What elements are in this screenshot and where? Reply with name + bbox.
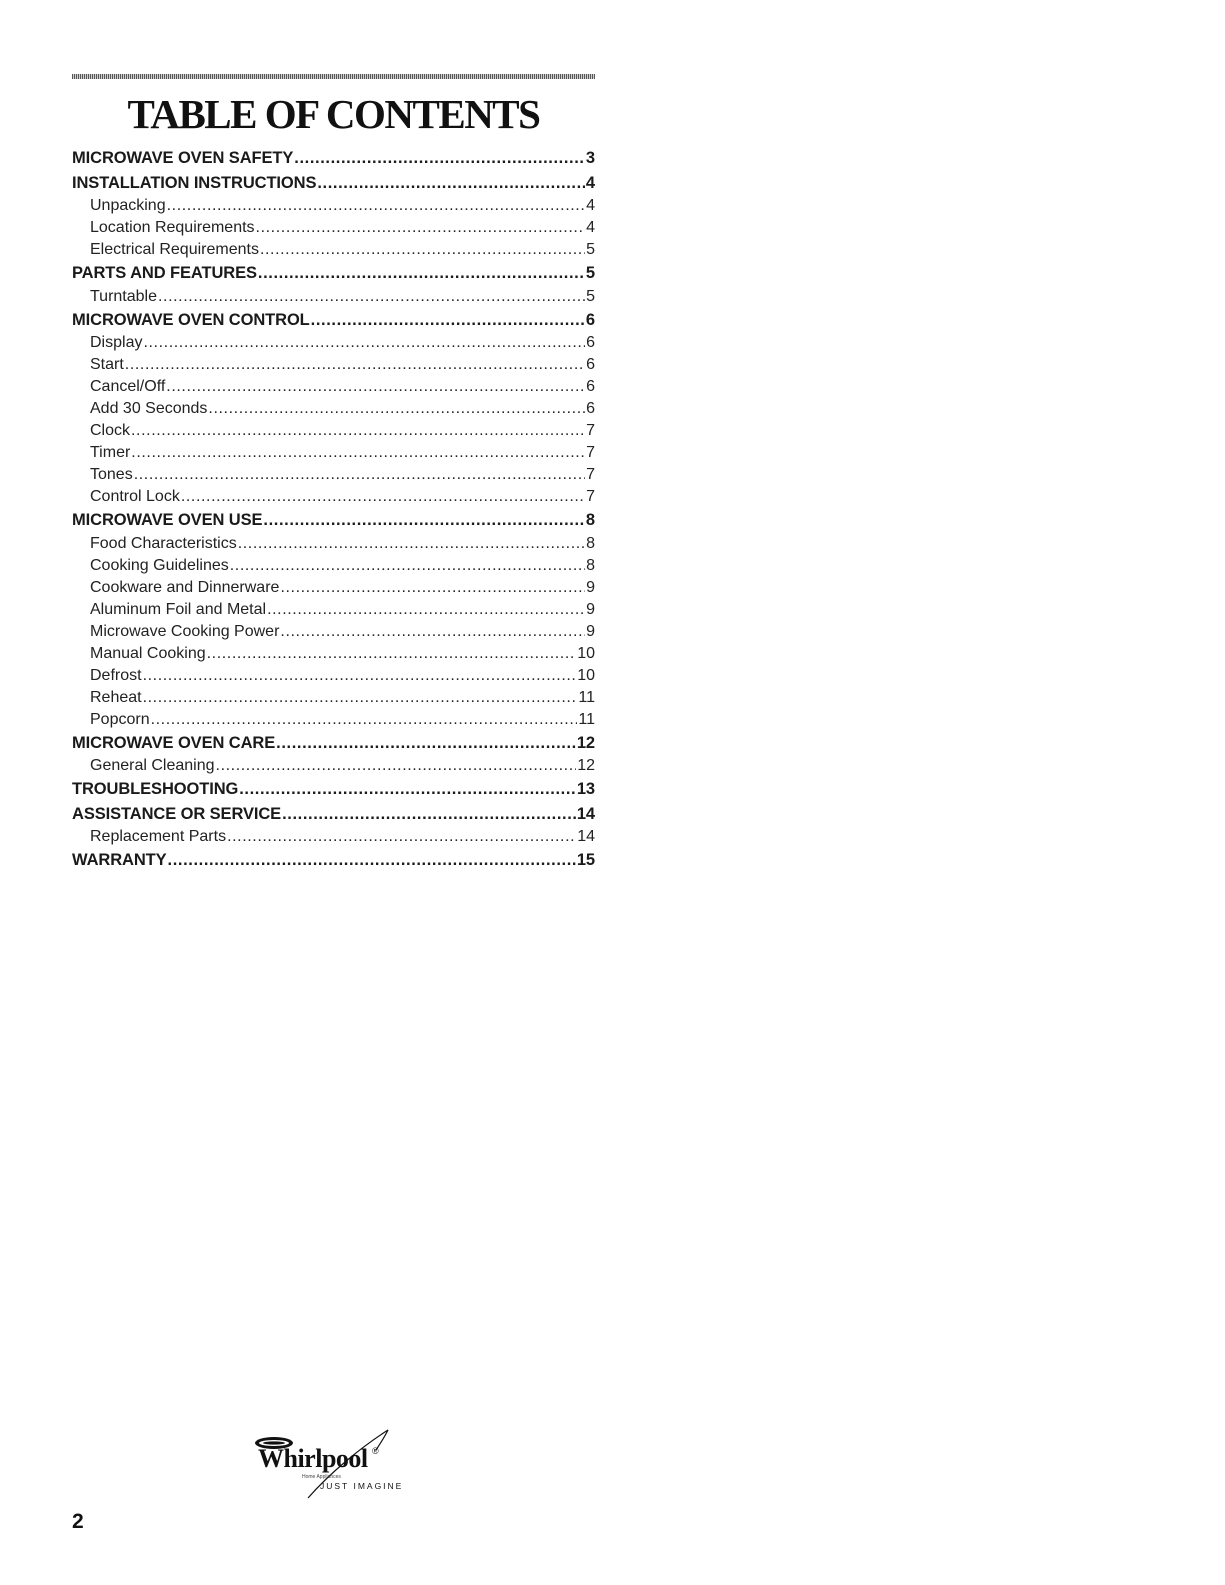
toc-entry-label: WARRANTY: [72, 851, 167, 869]
toc-entry-page: 4: [586, 219, 595, 236]
toc-entry-page: 8: [586, 534, 595, 552]
toc-dot-leader: [311, 308, 585, 333]
toc-dot-leader: [125, 354, 585, 376]
toc-entry-page: 9: [586, 600, 595, 618]
logo-registered-mark: ®: [372, 1446, 379, 1456]
toc-subsection-entry: [72, 755, 595, 777]
toc-subsection-entry: [72, 643, 595, 665]
toc-entry-page: 15: [576, 851, 595, 869]
toc-dot-leader: [143, 332, 585, 354]
toc-entry-label: Turntable: [90, 287, 157, 305]
toc-subsection-entry: [72, 286, 595, 308]
top-rule: [72, 74, 595, 79]
toc-section-entry: [72, 146, 595, 171]
toc-dot-leader: [181, 486, 585, 508]
toc-subsection-entry: [72, 239, 595, 261]
toc-dot-leader: [260, 239, 585, 261]
toc-entry-page: 6: [586, 378, 595, 395]
toc-entry-page: 6: [586, 400, 595, 417]
toc-entry-page: 14: [577, 828, 595, 845]
toc-dot-leader: [238, 533, 585, 555]
toc-entry-label: Clock: [90, 422, 131, 439]
toc-dot-leader: [158, 286, 585, 308]
toc-dot-leader: [282, 802, 576, 827]
toc-entry-label: MICROWAVE OVEN SAFETY: [72, 149, 294, 167]
toc-dot-leader: [256, 217, 586, 239]
toc-entry-label: Defrost: [90, 666, 142, 684]
toc-entry-label: Replacement Parts: [90, 828, 227, 845]
toc-entry-label: MICROWAVE OVEN CONTROL: [72, 310, 310, 329]
toc-subsection-entry: [72, 555, 595, 577]
logo-subtitle: Home Appliances: [302, 1474, 341, 1480]
toc-entry-page: 9: [586, 578, 595, 596]
toc-entry-label: Manual Cooking: [90, 644, 206, 662]
toc-section-entry: [72, 731, 595, 756]
toc-entry-page: 7: [586, 488, 595, 505]
toc-entry-label: Display: [90, 334, 143, 351]
toc-dot-leader: [276, 731, 576, 756]
toc-entry-page: 8: [585, 511, 595, 529]
toc-dot-leader: [134, 464, 585, 486]
toc-dot-leader: [207, 643, 577, 665]
page-number: 2: [72, 1510, 84, 1533]
toc-section-entry: [72, 508, 595, 533]
toc-entry-page: 7: [586, 466, 595, 483]
toc-subsection-entry: [72, 709, 595, 731]
toc-section-entry: [72, 777, 595, 802]
logo-tagline: JUST IMAGINE: [320, 1481, 404, 1491]
toc-dot-leader: [280, 621, 585, 643]
toc-entry-label: Reheat: [90, 688, 142, 706]
toc-entry-page: 7: [586, 444, 595, 461]
toc-entry-label: ASSISTANCE OR SERVICE: [72, 804, 282, 823]
toc-dot-leader: [263, 508, 585, 533]
toc-dot-leader: [267, 599, 585, 621]
toc-entry-label: Cookware and Dinnerware: [90, 578, 280, 596]
whirlpool-logo: [250, 1428, 450, 1500]
page-title: TABLE OF CONTENTS: [127, 91, 540, 137]
toc-dot-leader: [280, 577, 585, 599]
toc-section-entry: [72, 848, 595, 873]
toc-entry-page: 8: [586, 556, 595, 574]
toc-subsection-entry: [72, 398, 595, 420]
toc-entry-page: 11: [578, 710, 595, 728]
toc-subsection-entry: [72, 533, 595, 555]
toc-dot-leader: [227, 826, 576, 848]
toc-entry-page: 5: [585, 264, 595, 282]
toc-dot-leader: [143, 687, 578, 709]
toc-subsection-entry: [72, 354, 595, 376]
toc-entry-page: 14: [576, 804, 595, 823]
toc-dot-leader: [131, 420, 585, 442]
toc-entry-page: 12: [577, 757, 595, 774]
toc-entry-label: Location Requirements: [90, 219, 255, 236]
toc-subsection-entry: [72, 420, 595, 442]
toc-entry-page: 4: [585, 173, 595, 192]
toc-entry-page: 3: [585, 149, 595, 167]
toc-entry-label: Timer: [90, 444, 131, 461]
toc-entry-page: 9: [586, 622, 595, 640]
toc-entry-label: TROUBLESHOOTING: [72, 780, 239, 798]
toc-subsection-entry: [72, 687, 595, 709]
toc-entry-page: 5: [586, 241, 595, 258]
toc-entry-label: Electrical Requirements: [90, 241, 259, 258]
toc-entry-label: General Cleaning: [90, 757, 215, 774]
toc-dot-leader: [216, 755, 577, 777]
toc-entry-label: Aluminum Foil and Metal: [90, 600, 267, 618]
toc-dot-leader: [230, 555, 585, 577]
toc-entry-label: MICROWAVE OVEN CARE: [72, 733, 276, 752]
toc-dot-leader: [151, 709, 578, 731]
toc-dot-leader: [239, 777, 576, 802]
toc-section-entry: [72, 308, 595, 333]
toc-entry-page: 11: [578, 688, 595, 706]
logo-wordmark: Whirlpool: [258, 1444, 368, 1473]
toc-subsection-entry: [72, 464, 595, 486]
toc-entry-page: 12: [576, 733, 595, 752]
toc-section-entry: [72, 802, 595, 827]
toc-dot-leader: [168, 848, 576, 873]
toc-subsection-entry: [72, 577, 595, 599]
toc-subsection-entry: [72, 486, 595, 508]
toc-subsection-entry: [72, 826, 595, 848]
table-of-contents: [72, 146, 595, 873]
toc-entry-label: Cooking Guidelines: [90, 556, 229, 574]
toc-entry-label: Control Lock: [90, 488, 180, 505]
toc-entry-page: 6: [586, 334, 595, 351]
toc-subsection-entry: [72, 665, 595, 687]
toc-entry-page: 10: [577, 644, 595, 662]
toc-entry-label: Cancel/Off: [90, 378, 166, 395]
toc-dot-leader: [317, 171, 585, 196]
toc-entry-page: 13: [576, 780, 595, 798]
toc-entry-label: INSTALLATION INSTRUCTIONS: [72, 173, 317, 192]
toc-subsection-entry: [72, 195, 595, 217]
toc-dot-leader: [208, 398, 585, 420]
toc-section-entry: [72, 261, 595, 286]
toc-entry-page: 6: [586, 356, 595, 373]
toc-entry-label: Popcorn: [90, 710, 150, 728]
toc-entry-label: Add 30 Seconds: [90, 400, 208, 417]
toc-dot-leader: [258, 261, 585, 286]
toc-entry-label: PARTS AND FEATURES: [72, 264, 257, 282]
toc-entry-page: 4: [586, 197, 595, 214]
toc-dot-leader: [167, 195, 585, 217]
toc-entry-page: 6: [585, 310, 595, 329]
toc-entry-page: 10: [577, 666, 595, 684]
toc-dot-leader: [166, 376, 585, 398]
toc-subsection-entry: [72, 621, 595, 643]
toc-subsection-entry: [72, 376, 595, 398]
toc-entry-label: Start: [90, 356, 124, 373]
toc-entry-page: 7: [586, 422, 595, 439]
toc-entry-label: Microwave Cooking Power: [90, 622, 280, 640]
toc-subsection-entry: [72, 599, 595, 621]
toc-dot-leader: [143, 665, 577, 687]
toc-dot-leader: [294, 146, 585, 171]
toc-entry-page: 5: [586, 287, 595, 305]
toc-subsection-entry: [72, 217, 595, 239]
toc-entry-label: Unpacking: [90, 197, 166, 214]
toc-dot-leader: [131, 442, 585, 464]
toc-entry-label: MICROWAVE OVEN USE: [72, 511, 263, 529]
toc-entry-label: Food Characteristics: [90, 534, 237, 552]
toc-section-entry: [72, 171, 595, 196]
toc-entry-label: Tones: [90, 466, 133, 483]
toc-subsection-entry: [72, 332, 595, 354]
toc-subsection-entry: [72, 442, 595, 464]
